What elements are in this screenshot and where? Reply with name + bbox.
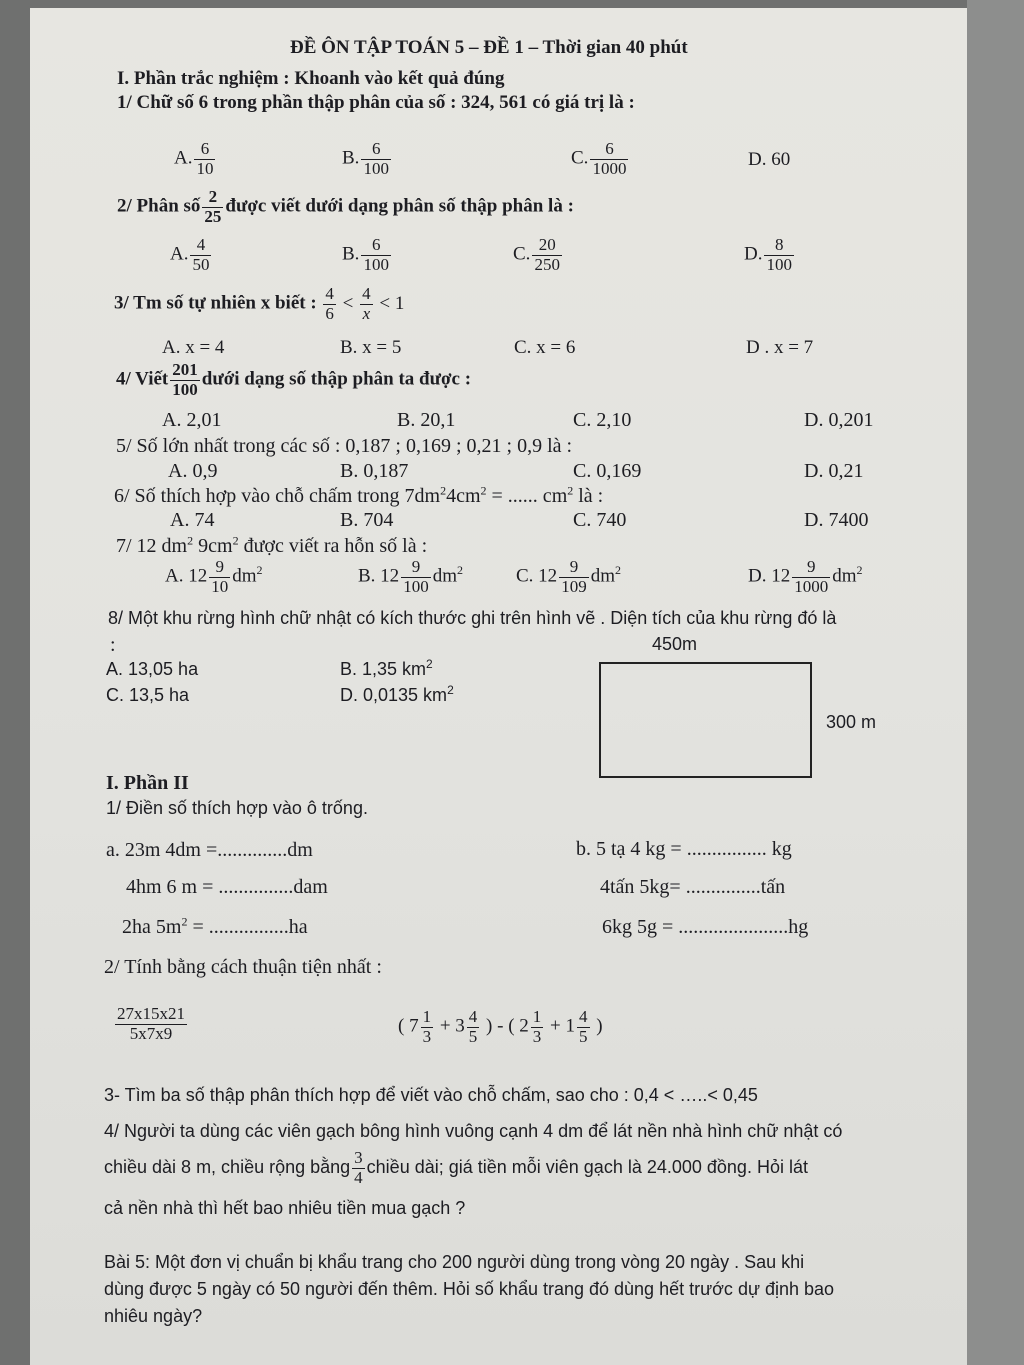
q3-option-d: D . x = 7: [746, 337, 814, 358]
rectangle-height-label: 300 m: [826, 712, 877, 732]
section-heading-part1: I. Phần trắc nghiệm : Khoanh vào kết quả đúng: [117, 68, 505, 89]
part2-question-2: 2/ Tính bằng cách thuận tiện nhất :: [104, 956, 382, 978]
q4-option-a: A. 2,01: [162, 409, 222, 431]
question-4: 4/ Viết $\frac{201}{100}$ dưới dạng số thập phân ta được :: [116, 360, 472, 399]
rectangle-width-label: 450m: [652, 634, 698, 654]
part2-question-4-line2: chiều dài 8 m, chiều rộng bằng $\frac{3}{4}$ chiều dài; giá tiền mỗi viên gạch là 24.000 đồng. Hỏi lát: [104, 1148, 808, 1187]
fill-a2: 4hm 6 m = ...............dam: [126, 876, 328, 898]
q2-option-c: C. $\frac{20}{250}$: [513, 235, 560, 274]
forest-rectangle-figure: [599, 662, 812, 778]
q6-option-d: D. 7400: [804, 509, 869, 531]
q6-option-a: A. 74: [170, 509, 215, 531]
page-title: ĐỀ ÔN TẬP TOÁN 5 – ĐỀ 1 – Thời gian 40 phút: [290, 37, 688, 58]
background-edge: [967, 0, 1024, 1365]
q5-option-c: C. 0,169: [573, 460, 642, 482]
question-6: 6/ Số thích hợp vào chỗ chấm trong $7dm^24cm^2$ = ...... $cm^2$ là :: [114, 483, 604, 507]
fill-a3: 2ha $5m^2 = ................ha$: [122, 914, 308, 938]
q1-option-d: D. 60: [748, 149, 791, 170]
q2-option-a: A. $\frac{4}{50}$: [170, 235, 210, 274]
part2-question-4-line1: 4/ Người ta dùng các viên gạch bông hình vuông cạnh 4 dm để lát nền nhà hình chữ nhật có: [104, 1121, 843, 1141]
expression-mixed-numbers: ( 7 $\frac{1}{3}$ + 3 $\frac{4}{5}$ ) - ( 2 $\frac{1}{3}$ + 1 $\frac{4}{5}$ ): [398, 1007, 603, 1046]
part2-question-5-line3: nhiêu ngày?: [104, 1306, 203, 1326]
q5-option-a: A. 0,9: [168, 460, 218, 482]
fill-b3: 6kg 5g = ......................hg: [602, 916, 809, 938]
part2-question-5-line2: dùng được 5 ngày có 50 người đến thêm. Hỏi số khẩu trang đó dùng hết trước dự định bao: [104, 1279, 835, 1299]
q3-option-b: B. x = 5: [340, 337, 402, 358]
part2-question-1: 1/ Điền số thích hợp vào ô trống.: [106, 798, 368, 818]
q1-option-c: C. $\frac{6}{1000}$: [571, 139, 627, 178]
question-2: 2/ Phân số $\frac{2}{25}$ được viết dưới dạng phân số thập phân là :: [117, 187, 574, 226]
question-3: 3/ Tm số tự nhiên x biết : $\frac{4}{6}$ < $\frac{4}{x}$ < 1: [114, 284, 405, 323]
expression-fraction: $\frac{27x15x21}{5x7x9}$: [117, 1004, 185, 1043]
part2-question-4-line3: cả nền nhà thì hết bao nhiêu tiền mua gạch ?: [104, 1198, 466, 1218]
q8-option-a: A. 13,05 ha: [106, 659, 199, 679]
q8-option-c: C. 13,5 ha: [106, 685, 190, 705]
q8-option-b: B. 1,35 $km^2$: [340, 657, 433, 679]
fill-b2: 4tấn 5kg= ...............tấn: [600, 876, 786, 898]
question-8: 8/ Một khu rừng hình chữ nhật có kích thước ghi trên hình vẽ . Diện tích của khu rừng đó là: [108, 608, 837, 628]
q3-option-c: C. x = 6: [514, 337, 576, 358]
question-5: 5/ Số lớn nhất trong các số : 0,187 ; 0,169 ; 0,21 ; 0,9 là :: [116, 435, 573, 457]
q4-option-c: C. 2,10: [573, 409, 632, 431]
question-1: 1/ Chữ số 6 trong phần thập phân của số : 324, 561 có giá trị là :: [117, 92, 635, 113]
q3-option-a: A. x = 4: [162, 337, 225, 358]
q2-option-b: B. $\frac{6}{100}$: [342, 235, 389, 274]
fill-a1: a. 23m 4dm =..............dm: [106, 839, 313, 861]
q6-option-c: C. 740: [573, 509, 627, 531]
q5-option-d: D. 0,21: [804, 460, 864, 482]
part2-question-3: 3- Tìm ba số thập phân thích hợp để viết vào chỗ chấm, sao cho : 0,4 < …..< 0,45: [104, 1085, 758, 1105]
part2-question-5-line1: Bài 5: Một đơn vị chuẩn bị khẩu trang cho 200 người dùng trong vòng 20 ngày . Sau khi: [104, 1252, 805, 1272]
q2-option-d: D. $\frac{8}{100}$: [744, 235, 792, 274]
q7-option-c: C. 12 $\frac{9}{109}$ $dm^2$: [516, 557, 621, 596]
question-7: 7/ 12 $dm^2$ $9cm^2$ được viết ra hỗn số là :: [116, 533, 428, 557]
q1-option-a: A. $\frac{6}{10}$: [174, 139, 214, 178]
q8-option-d: D. 0,0135 $km^2$: [340, 683, 454, 705]
q5-option-b: B. 0,187: [340, 460, 409, 482]
q6-option-b: B. 704: [340, 509, 394, 531]
section-heading-part2: I. Phần II: [106, 772, 189, 794]
question-8-colon: :: [110, 634, 116, 656]
q7-option-d: D. 12 $\frac{9}{1000}$ $dm^2$: [748, 557, 863, 596]
q7-option-a: A. 12 $\frac{9}{10}$ $dm^2$: [165, 557, 263, 596]
fill-b1: b. 5 tạ 4 kg = ................ kg: [576, 838, 792, 860]
q7-option-b: B. 12 $\frac{9}{100}$ $dm^2$: [358, 557, 463, 596]
q4-option-b: B. 20,1: [397, 409, 456, 431]
q1-option-b: B. $\frac{6}{100}$: [342, 139, 389, 178]
q4-option-d: D. 0,201: [804, 409, 874, 431]
